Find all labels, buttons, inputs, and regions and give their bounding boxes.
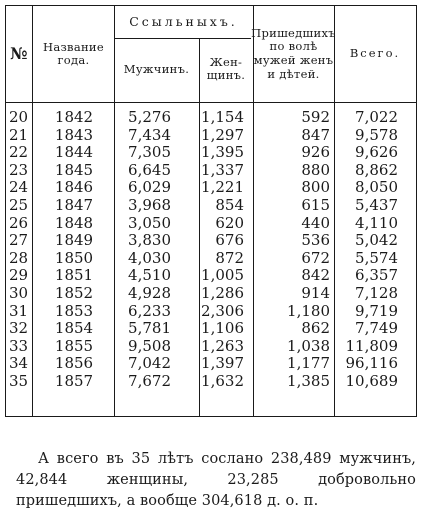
row-total-cell: 7,022 bbox=[355, 108, 398, 126]
table-row bbox=[6, 285, 416, 302]
row-year-cell: 1854 bbox=[54, 319, 94, 338]
row-women-cell: 1,337 bbox=[201, 160, 244, 179]
table-row bbox=[6, 355, 416, 372]
header-men: Мужчинъ. bbox=[123, 62, 190, 77]
row-volunteers-cell: 800 bbox=[301, 178, 330, 197]
row-total-cell: 9,626 bbox=[355, 143, 398, 162]
table-row bbox=[6, 215, 416, 232]
row-total-cell: 10,689 bbox=[345, 372, 398, 390]
row-women-cell: 1,286 bbox=[201, 284, 244, 302]
row-women-cell: 620 bbox=[215, 213, 244, 232]
row-women-cell: 872 bbox=[215, 248, 244, 267]
table-row bbox=[6, 179, 416, 196]
table-row bbox=[6, 373, 416, 390]
row-year-cell: 1855 bbox=[54, 336, 94, 355]
table-row bbox=[6, 250, 416, 267]
row-number-cell: 25 bbox=[9, 196, 29, 214]
table-row bbox=[6, 162, 416, 179]
row-number-cell: 32 bbox=[9, 319, 29, 338]
table-row bbox=[6, 320, 416, 337]
table-row bbox=[6, 232, 416, 249]
row-volunteers-cell: 1,177 bbox=[287, 354, 330, 373]
row-total-cell: 6,357 bbox=[355, 266, 398, 285]
row-total-cell: 5,437 bbox=[355, 196, 398, 214]
row-women-cell: 2,306 bbox=[201, 301, 244, 320]
row-men-cell: 3,050 bbox=[128, 213, 171, 232]
row-year-cell: 1853 bbox=[54, 301, 94, 320]
row-volunteers-cell: 1,385 bbox=[287, 372, 330, 390]
row-year-cell: 1857 bbox=[54, 372, 94, 390]
header-number: № bbox=[10, 43, 28, 63]
row-men-cell: 6,029 bbox=[128, 178, 171, 197]
row-men-cell: 6,645 bbox=[128, 160, 171, 179]
row-men-cell: 7,434 bbox=[128, 125, 171, 144]
row-volunteers-cell: 1,180 bbox=[287, 301, 330, 320]
row-year-cell: 1850 bbox=[54, 248, 94, 267]
row-women-cell: 1,263 bbox=[201, 336, 244, 355]
summary-paragraph: А всего въ 35 лѣтъ сослано 238,489 мужчинъ, 42,844 женщины, 23,285 добровольно пришедшихъ, а вообще 304,618 д. о. п. bbox=[16, 450, 416, 509]
row-men-cell: 4,928 bbox=[128, 284, 171, 302]
row-number-cell: 20 bbox=[9, 108, 29, 126]
row-number-cell: 27 bbox=[9, 231, 29, 250]
row-volunteers-cell: 440 bbox=[301, 213, 330, 232]
exile-statistics-table bbox=[5, 5, 417, 417]
row-women-cell: 676 bbox=[215, 231, 244, 250]
row-number-cell: 33 bbox=[9, 336, 29, 355]
table-row bbox=[6, 338, 416, 355]
row-year-cell: 1843 bbox=[54, 125, 94, 144]
row-women-cell: 1,632 bbox=[201, 372, 244, 390]
row-total-cell: 7,749 bbox=[355, 319, 398, 338]
row-men-cell: 4,510 bbox=[128, 266, 171, 285]
row-number-cell: 21 bbox=[9, 125, 29, 144]
row-men-cell: 5,781 bbox=[128, 319, 171, 338]
row-volunteers-cell: 914 bbox=[301, 284, 330, 302]
row-volunteers-cell: 842 bbox=[301, 266, 330, 285]
row-number-cell: 29 bbox=[9, 266, 29, 285]
row-men-cell: 3,968 bbox=[128, 196, 171, 214]
row-volunteers-cell: 880 bbox=[301, 160, 330, 179]
row-women-cell: 1,397 bbox=[201, 354, 244, 373]
header-volunteers: Пришедшихъ по волѣ мужей женъ и дѣтей. bbox=[251, 25, 336, 81]
row-number-cell: 23 bbox=[9, 160, 29, 179]
row-number-cell: 22 bbox=[9, 143, 29, 162]
row-volunteers-cell: 862 bbox=[301, 319, 330, 338]
row-year-cell: 1852 bbox=[54, 284, 94, 302]
row-women-cell: 1,106 bbox=[201, 319, 244, 338]
row-year-cell: 1849 bbox=[54, 231, 94, 250]
header-year: Название года. bbox=[42, 39, 105, 67]
row-number-cell: 24 bbox=[9, 178, 29, 197]
row-total-cell: 9,719 bbox=[355, 301, 398, 320]
row-men-cell: 6,233 bbox=[128, 301, 171, 320]
table-row bbox=[6, 144, 416, 161]
row-women-cell: 1,395 bbox=[201, 143, 244, 162]
header-women: Жен-щинъ. bbox=[206, 54, 246, 82]
table-row bbox=[6, 197, 416, 214]
row-men-cell: 7,305 bbox=[128, 143, 171, 162]
row-men-cell: 5,276 bbox=[128, 108, 171, 126]
row-total-cell: 8,862 bbox=[355, 160, 398, 179]
table-row bbox=[6, 127, 416, 144]
row-women-cell: 1,297 bbox=[201, 125, 244, 144]
header-bottom-rule bbox=[6, 102, 416, 103]
row-volunteers-cell: 847 bbox=[301, 125, 330, 144]
row-men-cell: 7,672 bbox=[128, 372, 171, 390]
row-year-cell: 1851 bbox=[54, 266, 94, 285]
row-men-cell: 3,830 bbox=[128, 231, 171, 250]
table-row bbox=[6, 303, 416, 320]
row-women-cell: 1,154 bbox=[201, 108, 244, 126]
row-volunteers-cell: 536 bbox=[301, 231, 330, 250]
row-volunteers-cell: 1,038 bbox=[287, 336, 330, 355]
row-number-cell: 30 bbox=[9, 284, 29, 302]
row-year-cell: 1845 bbox=[54, 160, 94, 179]
row-total-cell: 5,042 bbox=[355, 231, 398, 250]
row-year-cell: 1846 bbox=[54, 178, 94, 197]
row-number-cell: 35 bbox=[9, 372, 29, 390]
row-year-cell: 1847 bbox=[54, 196, 94, 214]
row-volunteers-cell: 615 bbox=[301, 196, 330, 214]
row-year-cell: 1844 bbox=[54, 143, 94, 162]
row-number-cell: 26 bbox=[9, 213, 29, 232]
row-number-cell: 34 bbox=[9, 354, 29, 373]
row-men-cell: 7,042 bbox=[128, 354, 171, 373]
subheader-rule bbox=[114, 38, 251, 39]
row-women-cell: 854 bbox=[215, 196, 244, 214]
header-total: Всего. bbox=[349, 46, 401, 61]
row-year-cell: 1842 bbox=[54, 108, 94, 126]
row-year-cell: 1856 bbox=[54, 354, 94, 373]
row-total-cell: 96,116 bbox=[345, 354, 398, 373]
row-volunteers-cell: 926 bbox=[301, 143, 330, 162]
row-volunteers-cell: 672 bbox=[301, 248, 330, 267]
row-number-cell: 28 bbox=[9, 248, 29, 267]
row-number-cell: 31 bbox=[9, 301, 29, 320]
row-women-cell: 1,005 bbox=[201, 266, 244, 285]
row-total-cell: 4,110 bbox=[355, 213, 398, 232]
row-total-cell: 8,050 bbox=[355, 178, 398, 197]
table-row bbox=[6, 109, 416, 126]
row-total-cell: 5,574 bbox=[355, 248, 398, 267]
row-men-cell: 9,508 bbox=[128, 336, 171, 355]
row-volunteers-cell: 592 bbox=[301, 108, 330, 126]
row-men-cell: 4,030 bbox=[128, 248, 171, 267]
header-exiled: Ссыльныхъ. bbox=[129, 13, 238, 29]
row-women-cell: 1,221 bbox=[201, 178, 244, 197]
row-total-cell: 9,578 bbox=[355, 125, 398, 144]
row-total-cell: 7,128 bbox=[355, 284, 398, 302]
row-total-cell: 11,809 bbox=[345, 336, 398, 355]
row-year-cell: 1848 bbox=[54, 213, 94, 232]
table-row bbox=[6, 267, 416, 284]
